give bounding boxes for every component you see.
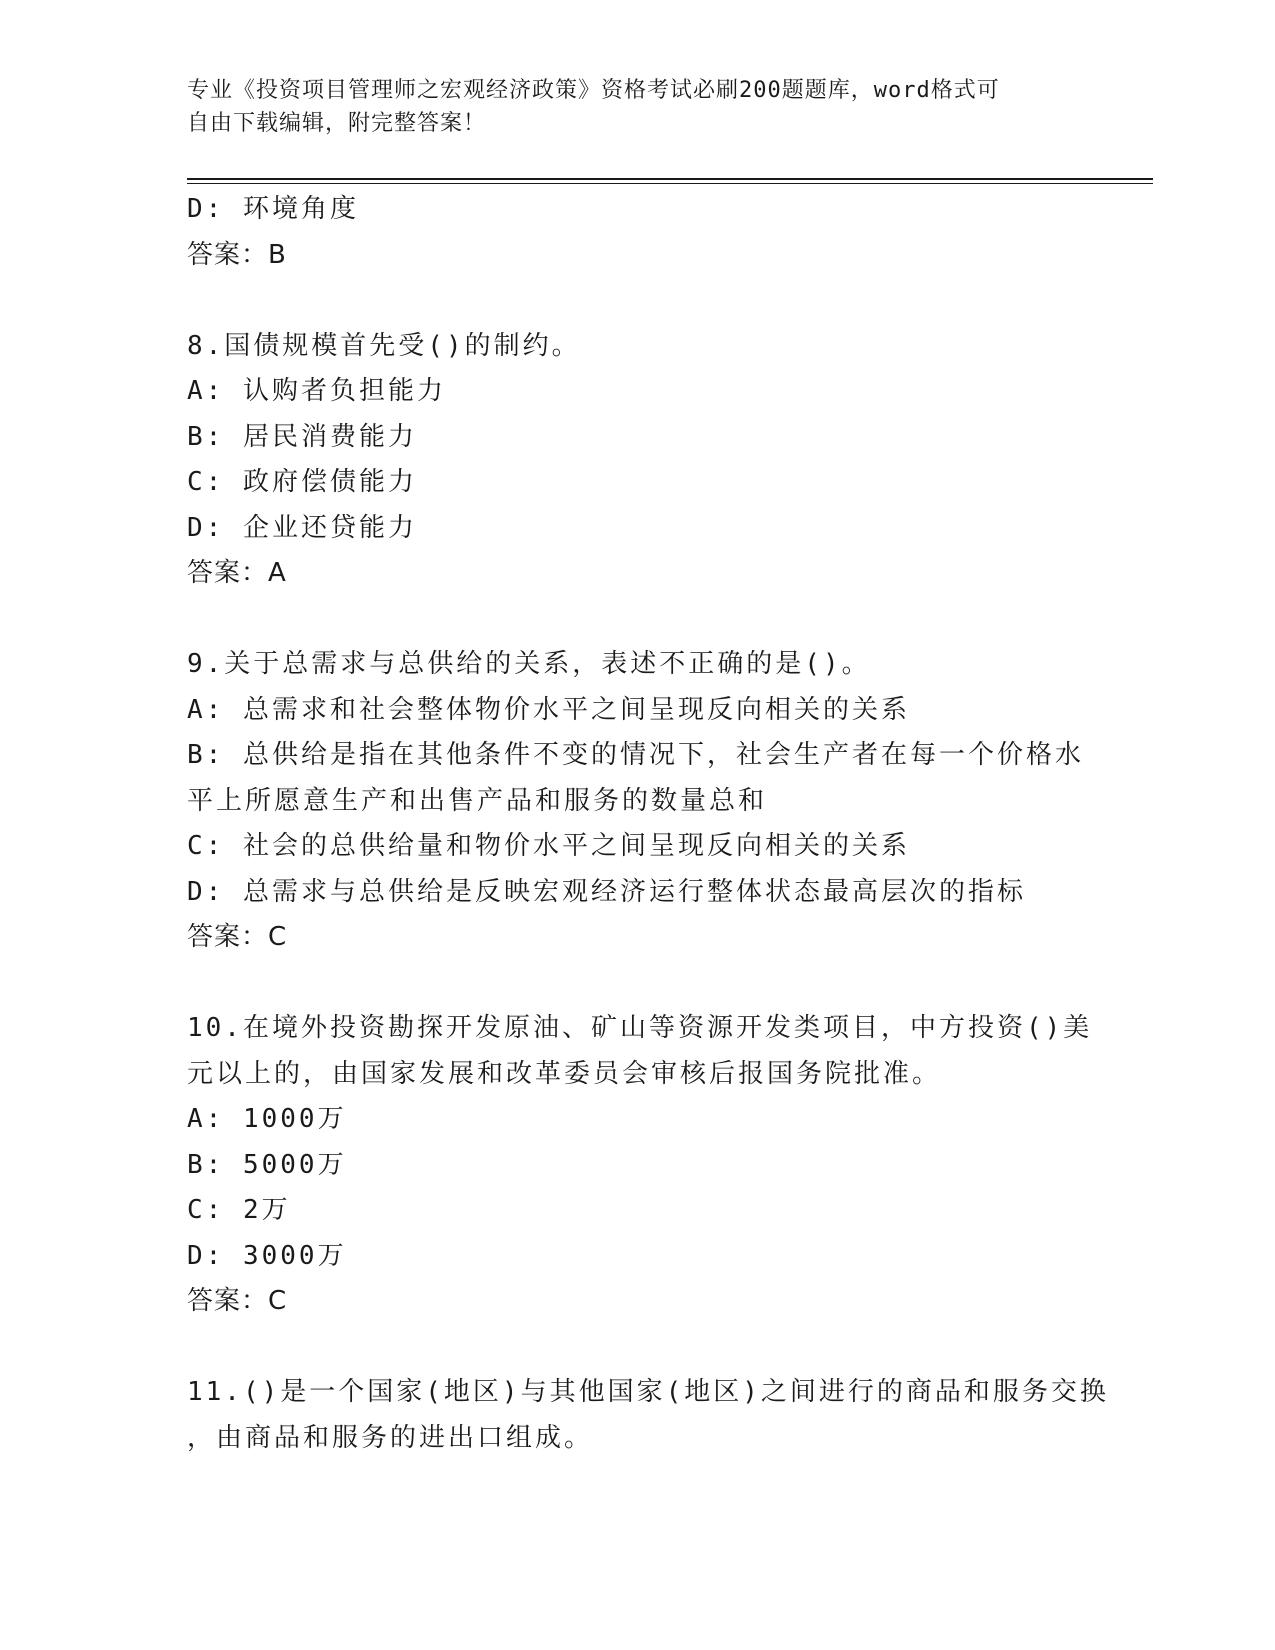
answer: 答案：C [187,1286,288,1316]
option-a: A: 总需求和社会整体物价水平之间呈现反向相关的关系 [187,694,910,725]
spacer [187,278,1077,324]
option-a: A: 认购者负担能力 [187,376,446,406]
answer: 答案：C [187,922,288,952]
option-c: C: 政府偿债能力 [187,467,417,497]
option-c: C: 2万 [187,1195,291,1225]
question-11 [187,1370,1109,1461]
page-header [187,74,1087,140]
option-d: D: 总需求与总供给是反映宏观经济运行整体状态最高层次的指标 [187,876,1026,907]
option-d: D: 企业还贷能力 [187,512,417,543]
answer: 答案：A [187,558,287,588]
question-stem: 11.()是一个国家(地区)与其他国家(地区)之间进行的商品和服务交换 [187,1377,1109,1407]
header-divider-thick [187,178,1153,180]
option-b: B: 居民消费能力 [187,421,417,452]
option-b: B: 5000万 [187,1149,347,1180]
question-stem-continued: ，由商品和服务的进出口组成。 [187,1422,594,1453]
option-c: C: 社会的总供给量和物价水平之间呈现反向相关的关系 [187,831,910,861]
question-stem: 9.关于总需求与总供给的关系，表述不正确的是()。 [187,649,871,679]
question-stem-continued: 元以上的，由国家发展和改革委员会审核后报国务院批准。 [187,1058,942,1089]
question-8 [187,324,1077,597]
option-a: A: 1000万 [187,1104,347,1134]
option-b-continued: 平上所愿意生产和出售产品和服务的数量总和 [187,785,768,816]
option-d: D: 环境角度 [187,194,359,224]
header-line-2: 自由下载编辑，附完整答案！ [187,111,487,136]
spacer [187,961,1077,1007]
header-divider-thin [187,183,1153,184]
question-7-tail [187,187,1077,278]
question-stem: 8.国债规模首先受()的制约。 [187,330,581,361]
question-9 [187,642,1084,961]
question-content [187,187,1109,1461]
option-d: D: 3000万 [187,1240,347,1271]
question-10 [187,1006,1093,1325]
question-stem: 10.在境外投资勘探开发原油、矿山等资源开发类项目，中方投资()美 [187,1013,1093,1043]
header-line-1: 专业《投资项目管理师之宏观经济政策》资格考试必刷200题题库，word格式可 [187,78,1000,103]
spacer [187,1325,1077,1371]
spacer [187,597,1077,643]
option-b: B: 总供给是指在其他条件不变的情况下，社会生产者在每一个价格水 [187,740,1084,770]
answer: 答案：B [187,239,287,270]
